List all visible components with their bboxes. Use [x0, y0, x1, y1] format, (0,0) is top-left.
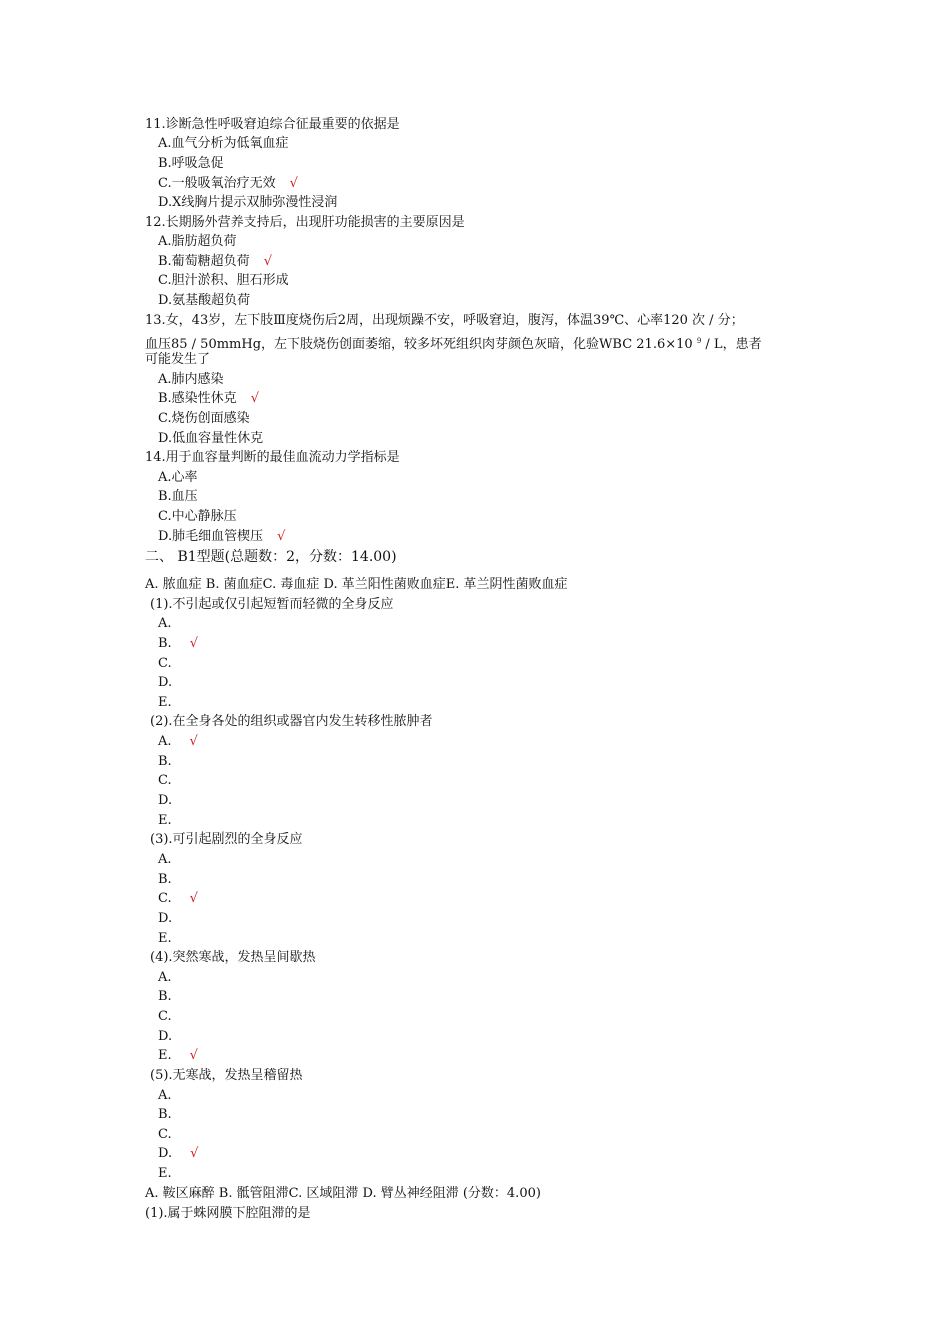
sub-question-3-stem: (3).可引起剧烈的全身反应	[150, 832, 303, 847]
sub-2-option-a: A. √	[158, 734, 198, 749]
sub-1-option-d: D.	[158, 675, 173, 690]
shared-options-group-2: A. 鞍区麻醉 B. 骶管阻滞C. 区域阻滞 D. 臂丛神经阻滞 (分数：4.00)	[145, 1186, 541, 1201]
sub-4-option-c: C.	[158, 1009, 172, 1024]
question-12-stem: 12.长期肠外营养支持后，出现肝功能损害的主要原因是	[145, 215, 465, 230]
sub-1-option-b: B. √	[158, 636, 198, 651]
group-2-sub-question-1-stem: (1).属于蛛网膜下腔阻滞的是	[145, 1206, 311, 1221]
question-11-option-c: C.一般吸氧治疗无效 √	[158, 176, 298, 191]
question-14-option-b: B.血压	[158, 489, 198, 504]
sub-2-option-c: C.	[158, 773, 172, 788]
sub-1-option-a: A.	[158, 616, 172, 631]
shared-options: A. 脓血症 B. 菌血症C. 毒血症 D. 革兰阳性菌败血症E. 革兰阴性菌败血症	[145, 577, 568, 592]
sub-3-option-c: C. √	[158, 891, 198, 906]
sub-question-5-stem: (5).无寒战，发热呈稽留热	[150, 1068, 303, 1083]
correct-check-icon: √	[250, 391, 259, 406]
correct-check-icon: √	[189, 1048, 198, 1063]
sub-5-option-c: C.	[158, 1127, 172, 1142]
sub-4-option-a: A.	[158, 970, 172, 985]
sub-3-option-d: D.	[158, 911, 173, 926]
question-12-option-c: C.胆汁淤积、胆石形成	[158, 273, 289, 288]
correct-check-icon: √	[189, 636, 198, 651]
correct-check-icon: √	[263, 254, 272, 269]
correct-check-icon: √	[190, 1146, 199, 1161]
sub-2-option-d: D.	[158, 793, 173, 808]
sub-5-option-b: B.	[158, 1107, 172, 1122]
sub-question-1-stem: (1).不引起或仅引起短暂而轻微的全身反应	[150, 597, 394, 612]
sub-3-option-e: E.	[158, 931, 172, 946]
sub-3-option-b: B.	[158, 872, 172, 887]
correct-check-icon: √	[289, 176, 298, 191]
question-13-stem-line-1: 13.女，43岁，左下肢Ⅲ度烧伤后2周，出现烦躁不安，呼吸窘迫，腹泻，体温39℃、心率120 次 / 分；	[145, 313, 744, 328]
question-11-option-d: D.X线胸片提示双肺弥漫性浸润	[158, 195, 338, 210]
sub-5-option-e: E.	[158, 1166, 172, 1181]
sub-1-option-e: E.	[158, 695, 172, 710]
question-14-option-a: A.心率	[158, 470, 198, 485]
sub-1-option-c: C.	[158, 656, 172, 671]
question-14-option-c: C.中心静脉压	[158, 509, 237, 524]
sub-4-option-b: B.	[158, 989, 172, 1004]
question-13-option-b: B.感染性休克 √	[158, 391, 259, 406]
question-11-option-b: B.呼吸急促	[158, 156, 224, 171]
question-11-option-a: A.血气分析为低氧血症	[158, 136, 289, 151]
question-11-stem: 11.诊断急性呼吸窘迫综合征最重要的依据是	[145, 117, 400, 132]
superscript: 9	[696, 337, 702, 345]
sub-question-4-stem: (4).突然寒战，发热呈间歇热	[150, 950, 316, 965]
question-13-option-d: D.低血容量性休克	[158, 431, 264, 446]
question-14-option-d: D.肺毛细血管楔压 √	[158, 529, 286, 544]
sub-4-option-d: D.	[158, 1029, 173, 1044]
question-12-option-a: A.脂肪超负荷	[158, 234, 237, 249]
sub-3-option-a: A.	[158, 852, 172, 867]
correct-check-icon: √	[277, 529, 286, 544]
question-14-stem: 14.用于血容量判断的最佳血流动力学指标是	[145, 450, 400, 465]
question-13-stem-line-3: 可能发生了	[145, 352, 211, 367]
question-13-stem-line-2: 血压85 / 50mmHg，左下肢烧伤创面萎缩，较多坏死组织肉芽颜色灰暗，化验WBC 21.6×10 $^9$ / L，患者	[145, 337, 762, 352]
question-13-option-a: A.肺内感染	[158, 372, 224, 387]
sub-5-option-a: A.	[158, 1088, 172, 1103]
question-12-option-d: D.氨基酸超负荷	[158, 293, 251, 308]
sub-2-option-e: E.	[158, 813, 172, 828]
section-title: 二、 B1型题(总题数：2，分数：14.00)	[145, 549, 397, 565]
question-13-option-c: C.烧伤创面感染	[158, 411, 250, 426]
sub-5-option-d: D. √	[158, 1146, 199, 1161]
correct-check-icon: √	[189, 891, 198, 906]
correct-check-icon: √	[189, 734, 198, 749]
sub-2-option-b: B.	[158, 754, 172, 769]
sub-question-2-stem: (2).在全身各处的组织或器官内发生转移性脓肿者	[150, 714, 433, 729]
sub-4-option-e: E. √	[158, 1048, 198, 1063]
question-12-option-b: B.葡萄糖超负荷 √	[158, 254, 272, 269]
